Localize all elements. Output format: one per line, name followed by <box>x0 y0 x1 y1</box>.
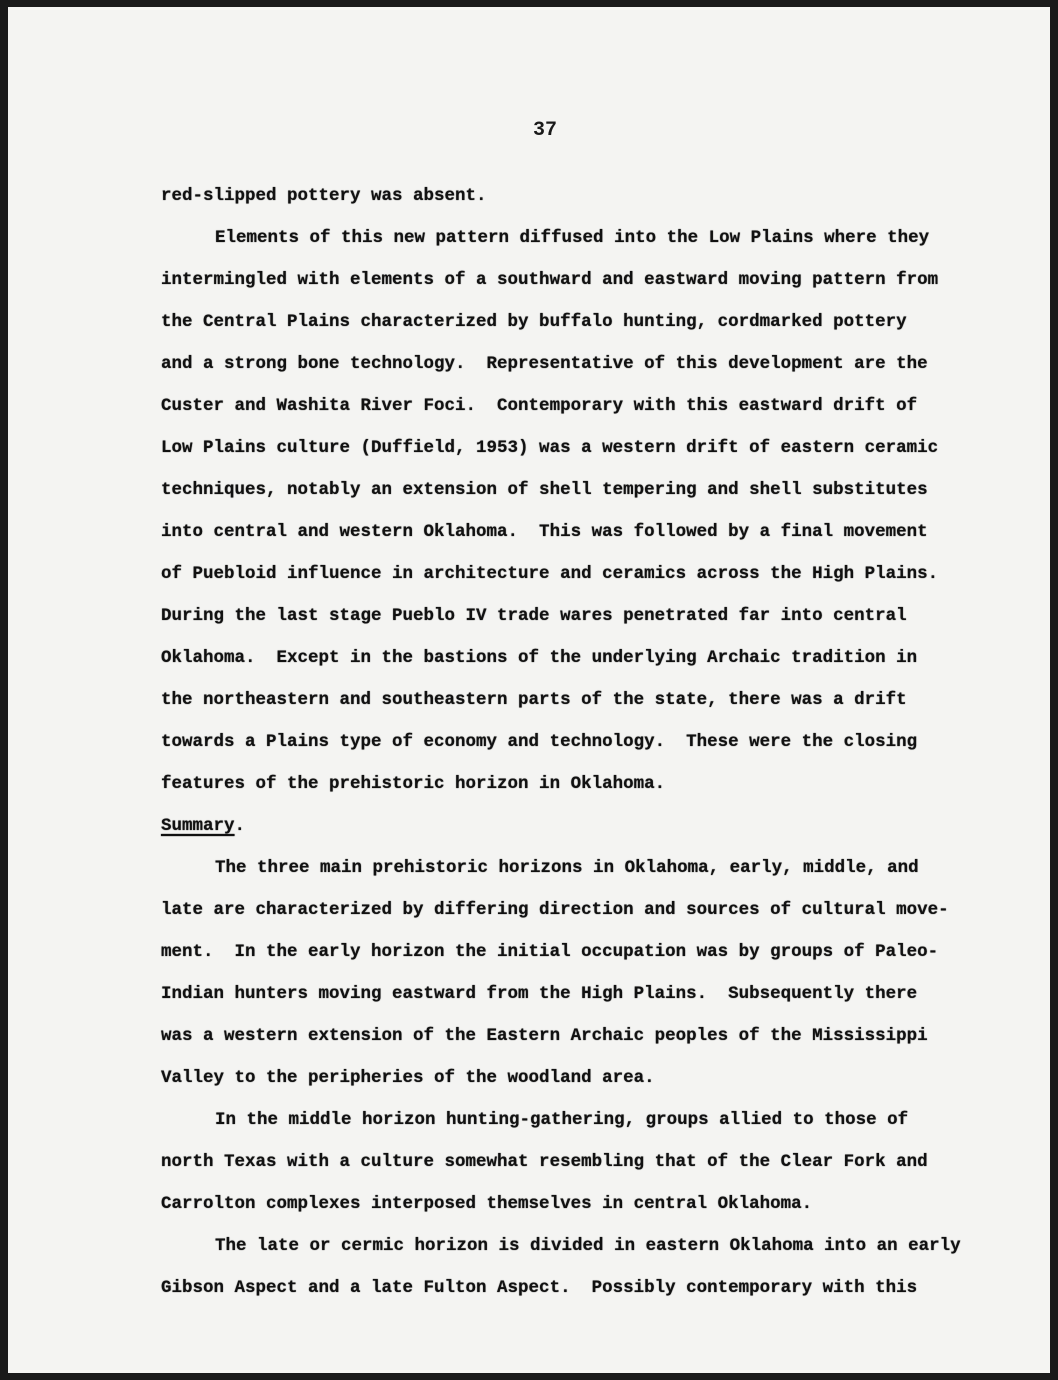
text-line: was a western extension of the Eastern Archaic peoples of the Mississippi <box>161 1026 928 1046</box>
text-line: of Puebloid influence in architecture and ceramics across the High Plains. <box>161 564 939 584</box>
text-line: Gibson Aspect and a late Fulton Aspect. Possibly contemporary with this <box>161 1278 918 1298</box>
text-line: towards a Plains type of economy and technology. These were the closing <box>161 732 918 752</box>
text-line: into central and western Oklahoma. This was followed by a final movement <box>161 522 928 542</box>
summary-heading-punct: . <box>234 816 246 836</box>
text-line: intermingled with elements of a southward and eastward moving pattern from <box>161 270 939 290</box>
text-line: and a strong bone technology. Representative of this development are the <box>161 354 928 374</box>
section-heading <box>161 805 961 847</box>
paragraph-start: The three main prehistoric horizons in Oklahoma, early, middle, and <box>215 858 919 878</box>
text-line: features of the prehistoric horizon in Oklahoma. <box>161 774 666 794</box>
text-line: Oklahoma. Except in the bastions of the underlying Archaic tradition in <box>161 648 918 668</box>
summary-heading: Summary <box>161 816 235 836</box>
text-line: During the last stage Pueblo IV trade wares penetrated far into central <box>161 606 907 626</box>
text-line: Indian hunters moving eastward from the High Plains. Subsequently there <box>161 984 918 1004</box>
text-line: Carrolton complexes interposed themselves in central Oklahoma. <box>161 1194 813 1214</box>
text-line: Valley to the peripheries of the woodland area. <box>161 1068 655 1088</box>
text-line: ment. In the early horizon the initial occupation was by groups of Paleo- <box>161 942 939 962</box>
text-line: techniques, notably an extension of shell tempering and shell substitutes <box>161 480 928 500</box>
text-line: the Central Plains characterized by buffalo hunting, cordmarked pottery <box>161 312 907 332</box>
page-number: 37 <box>533 119 558 142</box>
body-text <box>161 175 961 1309</box>
text-line: north Texas with a culture somewhat resembling that of the Clear Fork and <box>161 1152 928 1172</box>
text-line: Custer and Washita River Foci. Contemporary with this eastward drift of <box>161 396 918 416</box>
paragraph-start: The late or cermic horizon is divided in eastern Oklahoma into an early <box>215 1236 961 1256</box>
text-line: late are characterized by differing direction and sources of cultural move- <box>161 900 949 920</box>
paragraph-start: Elements of this new pattern diffused into the Low Plains where they <box>215 228 930 248</box>
paragraph-start: In the middle horizon hunting-gathering, groups allied to those of <box>215 1110 909 1130</box>
text-line: the northeastern and southeastern parts of the state, there was a drift <box>161 690 907 710</box>
text-line: red-slipped pottery was absent. <box>161 186 487 206</box>
text-line: Low Plains culture (Duffield, 1953) was a western drift of eastern ceramic <box>161 438 939 458</box>
document-page <box>8 7 1050 1373</box>
